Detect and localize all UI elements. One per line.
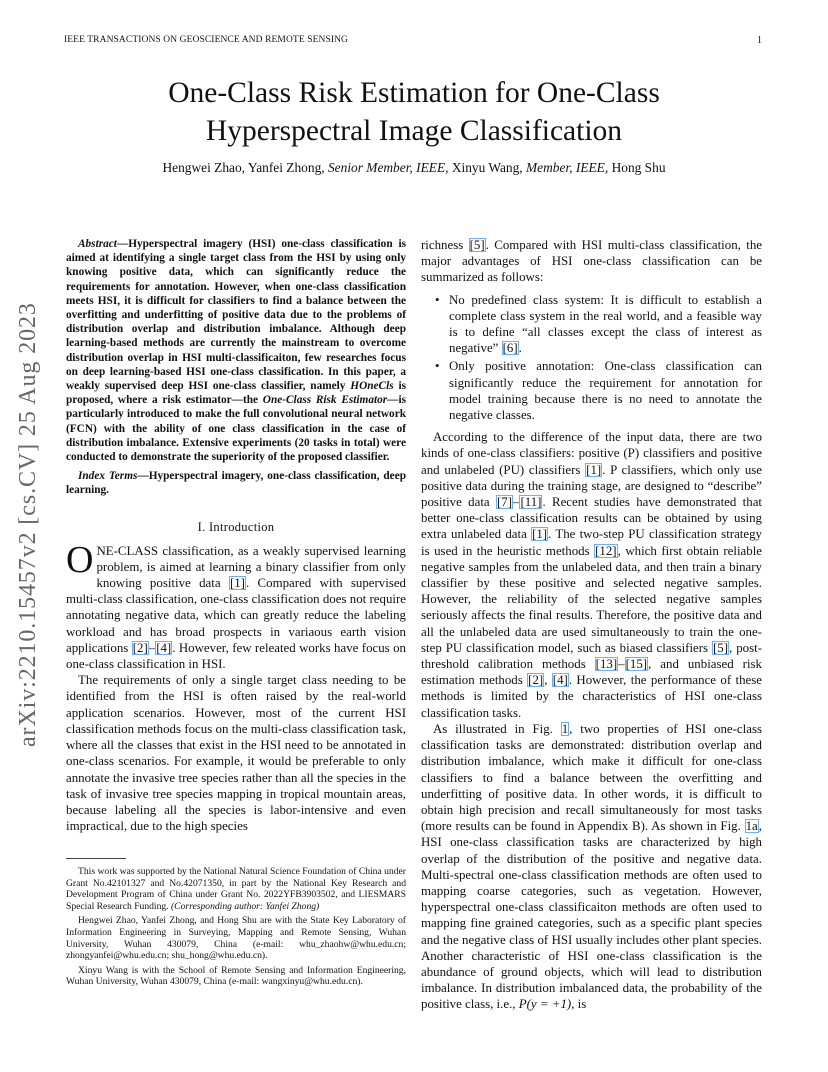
running-head: IEEE TRANSACTIONS ON GEOSCIENCE AND REMOTE SENSING xyxy=(64,35,349,45)
body-text: . The two-step PU classification strategy is used in the heuristic methods xyxy=(421,527,762,558)
abstract-text-2: is proposed, where a risk estimator—the xyxy=(66,380,406,407)
footnote-affiliation-1: Hengwei Zhao, Yanfei Zhong, and Hong Shu are with the State Key Laboratory of Information Engineering in Surveying, Mapping and Remote Sensing, Wuhan University, Wuhan 430079, China (e-mail: whu_zhaohw@whu.edu.cn; zhongyanfei@whu.edu.cn; shu_hong@whu.edu.cn). xyxy=(66,915,406,962)
author-3: Hong Shu xyxy=(611,160,666,175)
page-number: 1 xyxy=(757,35,762,46)
citation-link[interactable]: [7] xyxy=(496,495,512,510)
footnotes xyxy=(66,866,406,991)
list-item-text: . xyxy=(518,341,522,356)
arxiv-stamp: arXiv:2210.15457v2 [cs.CV] 25 Aug 2023 xyxy=(15,302,41,748)
body-text: , post-threshold calibration methods xyxy=(421,640,762,672)
index-terms xyxy=(66,469,406,497)
footnote-affiliation-2: Xinyu Wang is with the School of Remote Sensing and Information Engineering, Wuhan University, Wuhan 430079, China (e-mail: wangxinyu@whu.edu.cn). xyxy=(66,964,406,988)
citation-link[interactable]: [4] xyxy=(156,640,172,655)
intro-paragraph-2: The requirements of only a single target class needing to be identified from the HSI is often raised by the real-world application scenarios. However, most of the current HSI classification methods focus on the multi-class classification task, where all the classes that exist in the HSI need to be annotated in one-class scenarios. For example, it would be preferable to only annotate the invasive tree species rather than all the species in the task of invasive tree species mapping in tropical mountain areas, because labeling all the species is labor-intensive and even impractical, due to the high species xyxy=(66,673,406,834)
citation-link[interactable]: [4] xyxy=(552,673,568,688)
paper-title xyxy=(80,74,748,150)
body-text: . P classifiers, which only use positive data during the training stage, are designed to “describe” positive data xyxy=(421,462,762,510)
citation-link[interactable]: [1] xyxy=(229,576,245,591)
right-paragraph-1 xyxy=(421,237,762,286)
right-column xyxy=(421,237,762,1013)
figure-link[interactable]: 1 xyxy=(561,721,569,736)
left-column xyxy=(66,237,406,834)
body-text: , two properties of HSI one-class classification tasks are demonstrated: distribution overlap and distribution imbalance, which make it difficult for one-class classifiers to find a balance between the overfitting and underfitting of positive data. In other words, it is difficult to obtain high precision and recall simultaneously for most tasks (more results can be found in Appendix B). As shown in Fig. xyxy=(421,721,762,834)
drop-cap: O xyxy=(66,538,94,581)
footnote-divider xyxy=(66,858,126,859)
citation-separator: – xyxy=(618,657,625,672)
section-heading: I. Introduction xyxy=(197,519,275,534)
author-list xyxy=(60,160,768,176)
citation-link[interactable]: [5] xyxy=(713,640,729,655)
body-text: As illustrated in Fig. xyxy=(433,721,561,736)
body-text: . However, the performance of these methods is limited by the characteristics of HSI one-class classification tasks. xyxy=(421,673,762,720)
abstract-lead: Abstract xyxy=(78,238,117,250)
citation-link[interactable]: [15] xyxy=(625,657,648,672)
abstract-text-1: —Hyperspectral imagery (HSI) one-class classification is aimed at identifying a single target class from the HSI by using only knowing positive data, which can significantly reduce the requirements for annotation. However, when one-class classification meets HSI, it is difficult for classifiers to find a balance between the overfitting and underfitting of positive data due to the problems of distribution overlap and distribution imbalance. Although deep learning-based methods are currently the mainstream to overcome distribution overlap in HSI multi-classificaiton, few researches focus on deep learning-based HSI one-class classification. In this paper, a weakly supervised deep HSI one-class classifier, namely xyxy=(66,238,406,393)
author-1: Hengwei Zhao, Yanfei Zhong, xyxy=(162,160,325,175)
list-item: • Only positive annotation: One-class classification can significantly reduce the requirement for annotation for model training because there is no need to annotate the negative classes. xyxy=(449,358,762,423)
intro-text: . However, few releated works have focus on one-class classification in HSI. xyxy=(66,640,407,672)
citation-separator: – xyxy=(512,495,520,510)
citation-separator: – xyxy=(148,640,156,655)
citation-link[interactable]: [5] xyxy=(469,238,485,252)
citation-link[interactable]: [1] xyxy=(586,462,602,477)
footnote-funding xyxy=(66,866,406,912)
citation-link[interactable]: [2] xyxy=(132,640,148,655)
author-2-role: Member, IEEE, xyxy=(526,160,609,175)
body-text: , and unbiased risk estimation methods xyxy=(421,657,762,688)
figure-link[interactable]: 1a xyxy=(745,819,758,834)
author-1-role: Senior Member, IEEE, xyxy=(327,160,449,175)
list-item-text: No predefined class system: It is difficult to establish a complete class system in the real world, and a feasible way is to define “all classes except the class of interest as negative” xyxy=(449,292,762,356)
author-2: Xinyu Wang, xyxy=(451,160,523,175)
body-text: , HSI one-class classification tasks are characterized by high overlap of the distribution of the positive and negative data. Multi-spectral one-class classification methods are often used to mapping coarse categories, such as vegetation. However, hyperspectral one-class classificaiton methods are often used to mapping fine grained categories, such as a specific plant species and the negative class of HSI usually includes other plant species. Another characteristic of HSI one-class classification is the abundance of ground objects, which will lead to distribution imbalance. In distribution imbalanced data, the probability of the positive class, i.e., xyxy=(421,819,762,1012)
math-expression: P(y = +1) xyxy=(518,997,572,1012)
citation-link[interactable]: [2] xyxy=(528,673,544,688)
citation-link[interactable]: [13] xyxy=(595,657,618,672)
title-line-1: One-Class Risk Estimation for One-Class xyxy=(168,77,660,109)
intro-text: NE-CLASS classification, as a weakly supervised learning problem, is aimed at learning a binary classifier from only knowing positive data xyxy=(96,543,406,591)
intro-paragraph-1 xyxy=(66,538,407,673)
body-text: . Recent studies have demonstrated that better one-class classification results can be obtained by using extra unlabeled data xyxy=(421,495,763,542)
body-text: , is xyxy=(571,997,587,1012)
right-paragraph-3 xyxy=(421,721,762,1013)
citation-link[interactable]: [11] xyxy=(520,495,542,510)
footnote-funding-text: This work was supported by the National Natural Science Foundation of China under Grant No.42101327 and No.42071350, in part by the National Key Research and Development Program of China under Grant No. 2022YFB3903502, and LIESMARS Special Research Funding. xyxy=(66,866,406,912)
abstract-ocre: One-Class Risk Estimator xyxy=(262,394,388,407)
title-line-2: Hyperspectral Image Classification xyxy=(205,115,623,147)
abstract-text-3: —is particularly introduced to make the full convolutional neural network (FCN) with the ability of one class classification in the case of distribution imbalance. Extensive experiments (20 tasks in total) were conducted to demonstrate the superiority of the proposed classifier. xyxy=(66,394,406,464)
abstract xyxy=(66,237,406,464)
footnote-corresponding: (Corresponding author: Yanfei Zhong) xyxy=(170,900,320,912)
citation-link[interactable]: [6] xyxy=(502,341,518,356)
body-text: , xyxy=(544,673,552,688)
index-terms-text: —Hyperspectral imagery, one-class classification, deep learning. xyxy=(66,470,406,497)
citation-link[interactable]: [1] xyxy=(532,527,548,542)
citation-link[interactable]: [12] xyxy=(595,543,617,558)
index-terms-lead: Index Terms xyxy=(78,470,138,483)
body-text: , which first obtain reliable negative samples from the unlabeled data, and then train a binary classifier by these positive and selected negative samples. However, the reliability of the selected negative samples seriously affects the final results. Therefore, the positive data and all the unlabeled data are used simultaneously to train the one-step PU classification model, such as biased classifiers xyxy=(421,543,762,655)
body-text: richness xyxy=(421,238,469,252)
advantages-list xyxy=(421,292,762,424)
right-paragraph-2 xyxy=(421,429,762,721)
abstract-hone: HOneCls xyxy=(350,380,394,393)
list-item xyxy=(449,292,762,357)
body-text: . Compared with HSI multi-class classification, the major advantages of HSI one-class classification can be summarized as follows: xyxy=(421,238,762,285)
body-text: According to the difference of the input data, there are two kinds of one-class classifiers: positive (P) classifiers and positive and unlabeled (PU) classifiers xyxy=(421,430,762,477)
intro-text: . Compared with supervised multi-class classification, one-class classification does not require annotating negative data, which can greatly reduce the labeling workload and has broad prospects in variaous earth vision applications xyxy=(66,576,407,655)
